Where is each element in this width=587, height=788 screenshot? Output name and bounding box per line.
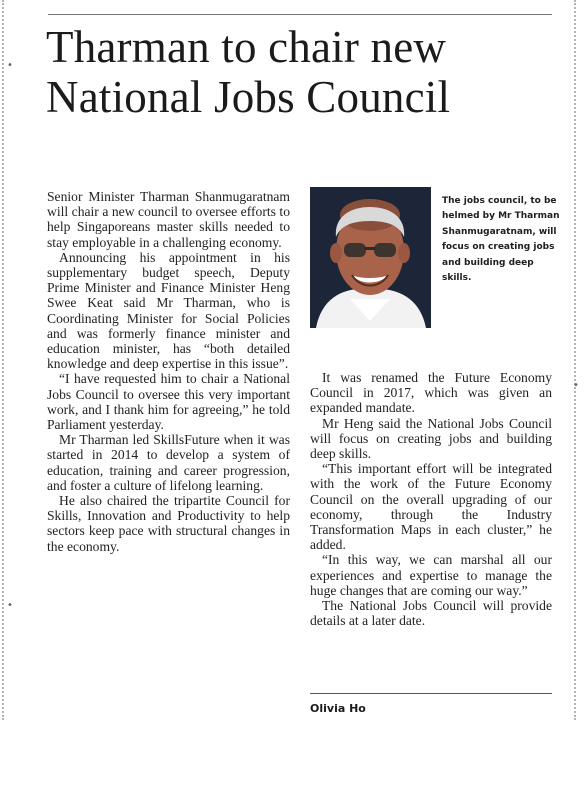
right-margin-mark: • (573, 380, 579, 391)
paragraph: It was renamed the Future Economy Council in 2017, which was given an expanded mandate. (310, 370, 552, 416)
left-margin-mark: • (7, 60, 13, 71)
portrait-photo (310, 187, 431, 328)
paragraph: Announcing his appointment in his supplementary budget speech, Deputy Prime Minister and Finance Minister Heng Swee Keat said Mr Tharman, who is Coordinating Minister for Social Policies and was formerly finance minister and education minister, has “both detailed knowledge and deep expertise in this issue”. (47, 249, 290, 372)
paragraph: Mr Heng said the National Jobs Council will focus on creating jobs and building deep skills. (310, 415, 552, 462)
headline (46, 22, 556, 123)
top-rule (48, 14, 552, 15)
right-column-divider (574, 0, 578, 720)
left-column-divider (2, 0, 6, 720)
photo-caption: The jobs council, to be helmed by Mr Tharman Shanmugaratnam, will focus on creating jobs and building deep skills. (442, 196, 560, 284)
headline-line-2: National Jobs Council (46, 72, 451, 123)
left-margin-mark: • (7, 600, 13, 611)
paragraph: “This important effort will be integrated with the work of the Future Economy Council on the overall upgrading of our economy, through the Industry Transformation Maps in each cluster,” he added. (310, 461, 552, 553)
paragraph: “I have requested him to chair a National Jobs Council to oversee this very important work, and I thank him for agreeing,” he told Parliament yesterday. (47, 371, 290, 433)
byline-rule (310, 693, 552, 694)
paragraph: The National Jobs Council will provide details at a later date. (310, 598, 552, 629)
article-body-left-column (47, 189, 290, 554)
portrait-illustration (310, 187, 431, 328)
paragraph: “In this way, we can marshal all our experiences and expertise to manage the huge changes that are coming our way.” (310, 552, 552, 598)
byline: Olivia Ho (310, 702, 366, 715)
paragraph: Senior Minister Tharman Shanmugaratnam will chair a new council to oversee efforts to help Singaporeans master skills needed to stay employable in a challenging economy. (47, 189, 290, 250)
paragraph: He also chaired the tripartite Council for Skills, Innovation and Productivity to help sectors keep pace with structural changes in the economy. (47, 493, 290, 554)
headline-line-1: Tharman to chair new (46, 22, 447, 72)
article-body-right-column (310, 370, 552, 628)
paragraph: Mr Tharman led SkillsFuture when it was started in 2014 to develop a system of education, training and career progression, and foster a culture of lifelong learning. (47, 432, 290, 493)
